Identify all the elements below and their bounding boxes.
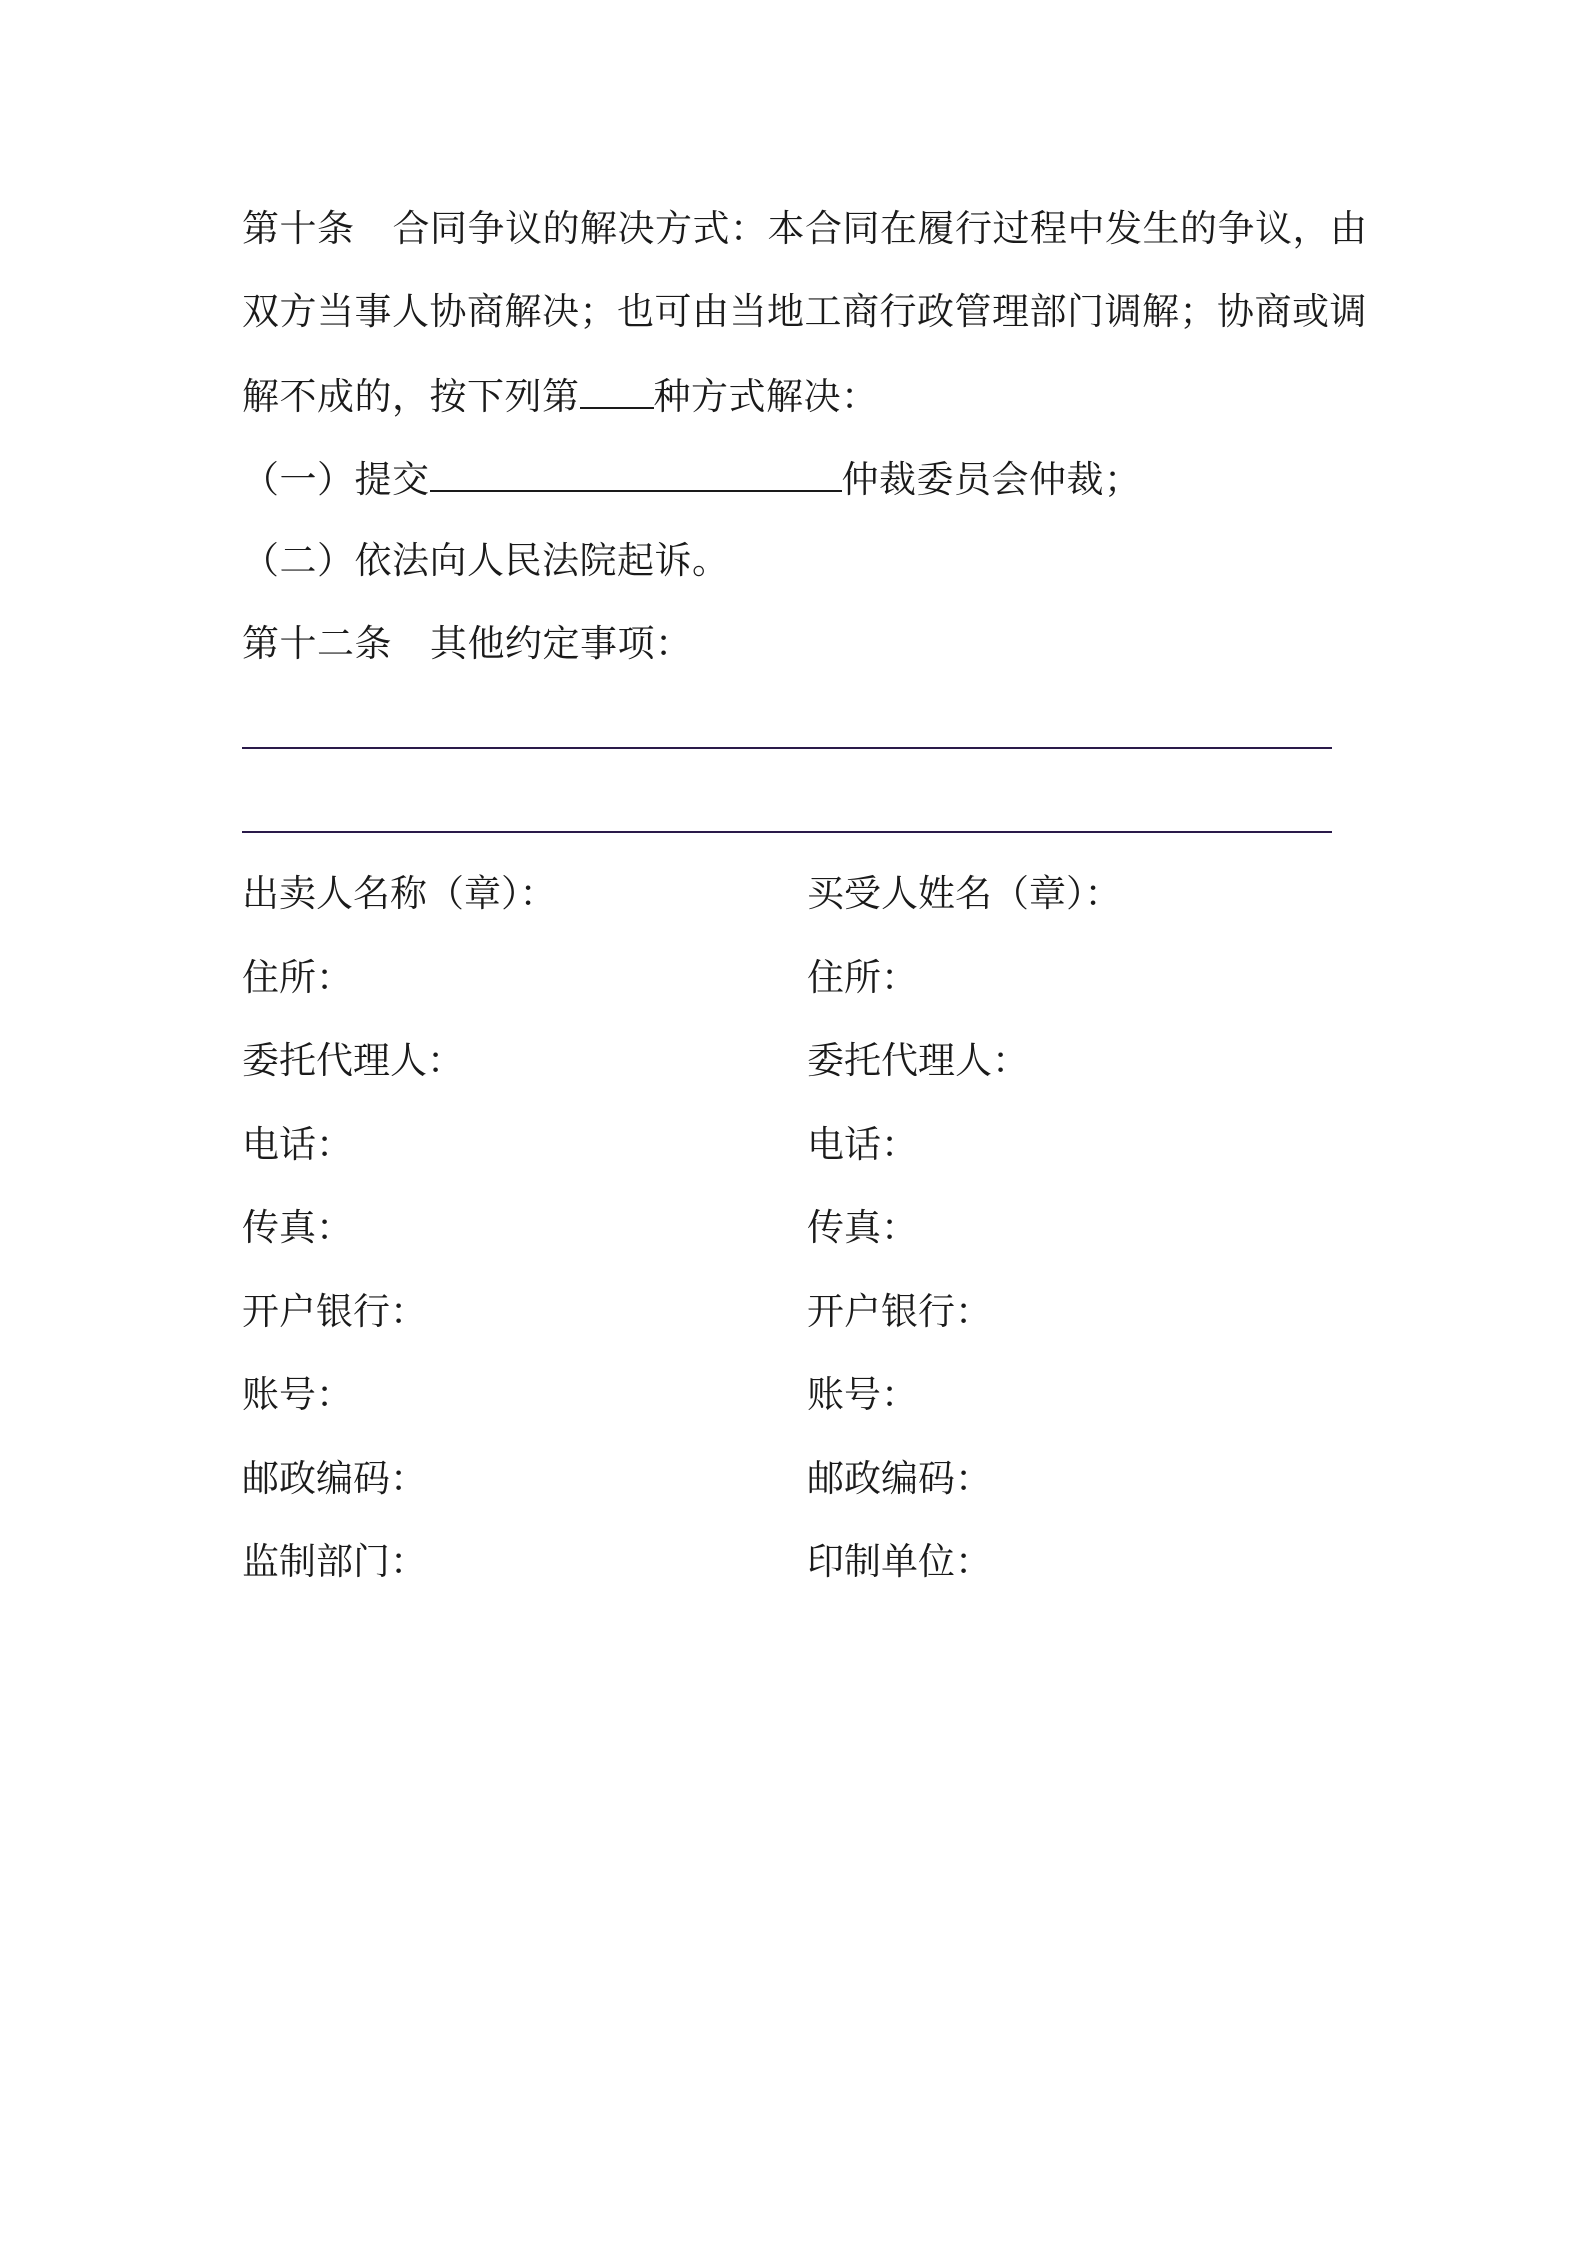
buyer-fax-label: 传真： (807, 1206, 918, 1249)
article10-line3 (242, 369, 879, 423)
method-choice-blank[interactable] (580, 369, 654, 409)
option1-text: 仲裁委员会仲裁； (841, 458, 1142, 501)
article10-number: 第十条 (242, 207, 355, 250)
buyer-account-label: 账号： (807, 1373, 918, 1416)
article10-text-3a: 解不成的，按下列第 (242, 375, 580, 418)
printer-label: 印制单位： (807, 1540, 992, 1583)
seller-bank-label: 开户银行： (242, 1290, 427, 1333)
seller-name-label: 出卖人名称（章）： (242, 872, 557, 915)
article12-line (242, 618, 693, 670)
seller-fax-label: 传真： (242, 1206, 353, 1249)
other-terms-blank-line-1[interactable] (242, 747, 1332, 749)
arbitration-committee-blank[interactable] (430, 452, 842, 492)
buyer-postcode-label: 邮政编码： (807, 1457, 992, 1500)
supervisor-label: 监制部门： (242, 1540, 427, 1583)
article10-text-1: 合同争议的解决方式：本合同在履行过程中发生的争议，由 (392, 207, 1368, 250)
seller-agent-label: 委托代理人： (242, 1039, 464, 1082)
buyer-bank-label: 开户银行： (807, 1290, 992, 1333)
seller-address-label: 住所： (242, 956, 353, 999)
seller-account-label: 账号： (242, 1373, 353, 1416)
article10-line1 (242, 203, 1368, 255)
option-court: （二）依法向人民法院起诉。 (242, 539, 730, 582)
article10-line2: 双方当事人协商解决；也可由当地工商行政管理部门调解；协商或调 (242, 290, 1367, 333)
seller-postcode-label: 邮政编码： (242, 1457, 427, 1500)
seller-phone-label: 电话： (242, 1123, 353, 1166)
buyer-address-label: 住所： (807, 956, 918, 999)
article12-number: 第十二条 (242, 622, 392, 665)
article12-text: 其他约定事项： (430, 622, 693, 665)
buyer-name-label: 买受人姓名（章）： (807, 872, 1122, 915)
article10-text-3b: 种方式解决： (653, 375, 879, 418)
other-terms-blank-line-2[interactable] (242, 831, 1332, 833)
option1-label: （一）提交 (242, 458, 430, 501)
option-arbitration (242, 452, 1142, 506)
buyer-phone-label: 电话： (807, 1123, 918, 1166)
buyer-agent-label: 委托代理人： (807, 1039, 1029, 1082)
